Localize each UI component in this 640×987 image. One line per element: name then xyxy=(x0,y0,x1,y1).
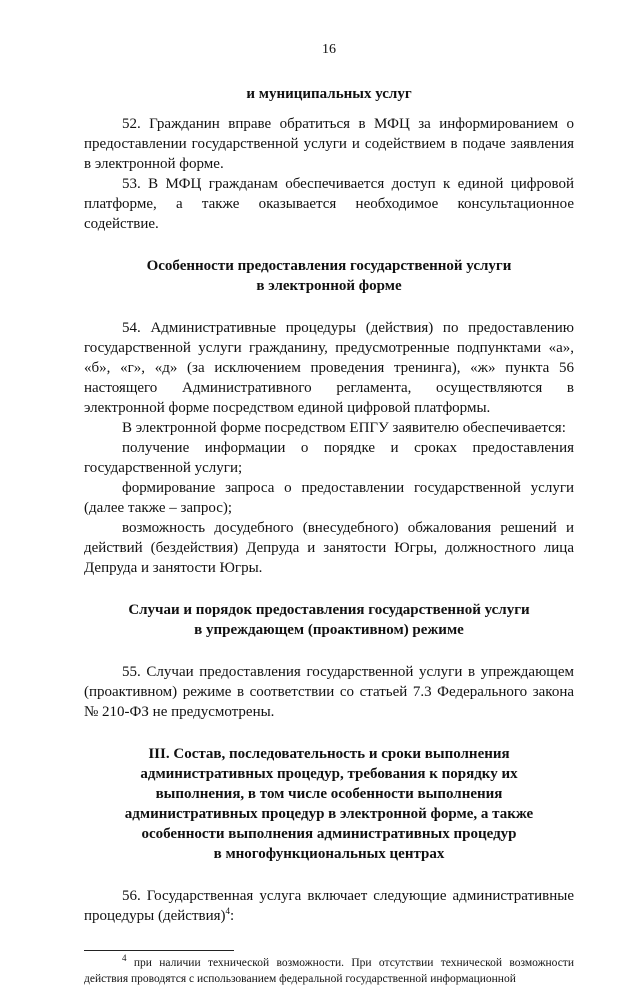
footnote-reference: 4 xyxy=(225,906,231,916)
paragraph-56-end: : xyxy=(230,908,235,924)
footnote-divider xyxy=(84,950,234,951)
heading-line: в многофункциональных центрах xyxy=(213,846,445,862)
heading-line: особенности выполнения административных процедур xyxy=(141,826,517,842)
heading-line: в упреждающем (проактивном) режиме xyxy=(194,622,464,638)
paragraph-56 xyxy=(84,886,574,926)
heading-line: выполнения, в том числе особенности выполнения xyxy=(155,786,503,802)
footnote xyxy=(84,955,574,987)
section-heading-proactive xyxy=(84,600,574,640)
heading-line: административных процедур, требования к порядку их xyxy=(140,766,518,782)
section-heading-three xyxy=(84,744,574,864)
footnote-text: при наличии технической возможности. При отсутствии технической возможности действия проводятся с использованием федеральной государственной информационной xyxy=(84,957,574,985)
paragraph-epgu: В электронной форме посредством ЕПГУ заявителю обеспечивается: xyxy=(122,420,566,436)
list-item-appeal: возможность досудебного (внесудебного) обжалования решений и действий (бездействия) Депруда и занятости Югры, должностного лица Депруда и занятости Югры. xyxy=(84,520,574,576)
heading-line: III. Состав, последовательность и сроки выполнения xyxy=(148,746,510,762)
paragraph-53: 53. В МФЦ гражданам обеспечивается доступ к единой цифровой платформе, а также оказывается необходимое консультационное содействие. xyxy=(84,176,574,232)
list-item-request: формирование запроса о предоставлении государственной услуги (далее также – запрос); xyxy=(84,480,574,516)
paragraph-52: 52. Гражданин вправе обратиться в МФЦ за информированием о предоставлении государственной услуги и содействием в подаче заявления в электронной форме. xyxy=(84,116,574,172)
page-number: 16 xyxy=(322,42,336,57)
paragraph-55: 55. Случаи предоставления государственной услуги в упреждающем (проактивном) режиме в соответствии со статьей 7.3 Федерального закона № 210-ФЗ не предусмотрены. xyxy=(84,664,574,720)
paragraph-56-text: 56. Государственная услуга включает следующие административные процедуры (действия) xyxy=(84,888,574,924)
list-item-information: получение информации о порядке и сроках предоставления государственной услуги; xyxy=(84,440,574,476)
section-heading-intro: и муниципальных услуг xyxy=(246,86,412,102)
heading-line: административных процедур в электронной форме, а также xyxy=(124,806,534,822)
paragraph-54: 54. Административные процедуры (действия) по предоставлению государственной услуги гражданину, предусмотренные подпунктами «а», «б», «г», «д» (за исключением проведения тренинга), «ж» пункта 56 настоящего Административного регламента, осуществляются в электронной форме посредством единой цифровой платформы. xyxy=(84,320,574,416)
section-heading-electronic xyxy=(84,256,574,296)
heading-line: в электронной форме xyxy=(256,278,402,294)
heading-line: Случаи и порядок предоставления государственной услуги xyxy=(128,602,530,618)
footnote-number: 4 xyxy=(122,953,127,964)
heading-line: Особенности предоставления государственной услуги xyxy=(146,258,512,274)
